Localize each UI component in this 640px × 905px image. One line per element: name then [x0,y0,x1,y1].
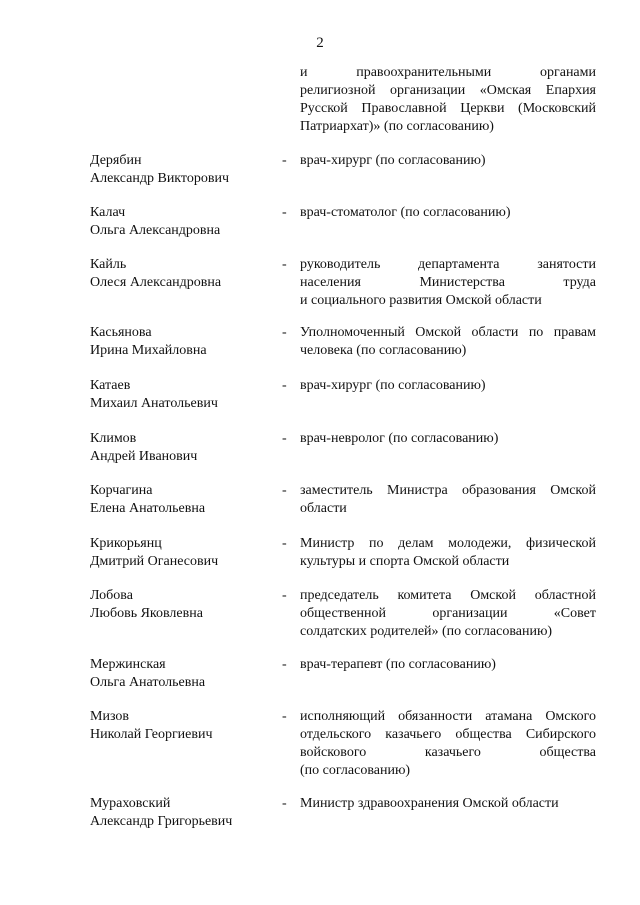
position-line: заместитель Министра образования Омской [300,483,596,498]
separator-dash: - [282,257,287,272]
member-surname: Лобова [90,588,133,603]
member-surname: Калач [90,205,126,220]
member-surname: Мизов [90,709,129,724]
member-name [90,795,280,831]
member-position [300,795,596,813]
member-given-names: Михаил Анатольевич [90,396,218,411]
member-surname: Катаев [90,378,131,393]
member-entry [0,708,640,788]
member-name [90,656,280,692]
separator-dash: - [282,796,287,811]
separator-dash: - [282,153,287,168]
position-line: врач-хирург (по согласованию) [300,378,486,393]
position-line: войскового казачьего общества [300,745,596,760]
member-name [90,708,280,744]
position-line: человека (по согласованию) [300,343,467,358]
position-line: общественной организации «Совет [300,606,596,621]
member-given-names: Николай Георгиевич [90,727,213,742]
member-position [300,430,596,448]
separator-dash: - [282,709,287,724]
member-surname: Касьянова [90,325,152,340]
member-given-names: Александр Григорьевич [90,814,233,829]
position-line: председатель комитета Омской областной [300,588,596,603]
member-position [300,656,596,674]
member-given-names: Александр Викторович [90,171,230,186]
member-position [300,152,596,170]
separator-dash: - [282,483,287,498]
position-line: Министр здравоохранения Омской области [300,796,559,811]
member-given-names: Елена Анатольевна [90,501,206,516]
member-position [300,587,596,641]
position-line: (по согласованию) [300,763,411,778]
member-given-names: Олеся Александровна [90,275,222,290]
member-entry [0,795,640,855]
position-line: Министр по делам молодежи, физической [300,536,596,551]
position-line: врач-стоматолог (по согласованию) [300,205,511,220]
member-position [300,324,596,360]
continued-line: религиозной организации «Омская Епархия [300,83,596,98]
member-surname: Крикорьянц [90,536,162,551]
continued-line: Патриархат)» (по согласованию) [300,119,494,134]
position-line: врач-невролог (по согласованию) [300,431,499,446]
member-name [90,152,280,188]
member-entry [0,256,640,316]
member-given-names: Ольга Анатольевна [90,675,206,690]
position-line: культуры и спорта Омской области [300,554,510,569]
member-given-names: Дмитрий Оганесович [90,554,219,569]
position-line: руководитель департамента занятости [300,257,596,272]
member-given-names: Андрей Иванович [90,449,198,464]
member-name [90,482,280,518]
member-entry [0,204,640,264]
member-given-names: Любовь Яковлевна [90,606,203,621]
member-entry [0,430,640,490]
member-entry [0,377,640,437]
continued-position-text [300,64,596,136]
member-entry [0,152,640,212]
separator-dash: - [282,378,287,393]
member-name [90,324,280,360]
continued-line: Русской Православной Церкви (Московский [300,101,596,116]
separator-dash: - [282,205,287,220]
member-surname: Мержинская [90,657,166,672]
separator-dash: - [282,325,287,340]
position-line: отдельского казачьего общества Сибирского [300,727,596,742]
member-name [90,204,280,240]
member-entry [0,656,640,716]
member-entry [0,482,640,542]
member-surname: Кайль [90,257,127,272]
member-position [300,708,596,780]
member-surname: Корчагина [90,483,153,498]
member-given-names: Ольга Александровна [90,223,221,238]
member-name [90,587,280,623]
member-position [300,535,596,571]
member-name [90,430,280,466]
separator-dash: - [282,588,287,603]
member-position [300,377,596,395]
continued-line: и правоохранительными органами [300,65,596,80]
member-position [300,256,596,310]
separator-dash: - [282,536,287,551]
position-line: и социального развития Омской области [300,293,542,308]
separator-dash: - [282,431,287,446]
separator-dash: - [282,657,287,672]
member-entry [0,535,640,595]
member-entry [0,587,640,647]
member-position [300,204,596,222]
position-line: врач-хирург (по согласованию) [300,153,486,168]
position-line: врач-терапевт (по согласованию) [300,657,496,672]
position-line: населения Министерства труда [300,275,596,290]
member-surname: Климов [90,431,137,446]
member-entry [0,324,640,384]
member-surname: Дерябин [90,153,142,168]
position-line: исполняющий обязанности атамана Омского [300,709,596,724]
member-surname: Мураховский [90,796,171,811]
page-number: 2 [316,35,324,51]
position-line: Уполномоченный Омской области по правам [300,325,596,340]
position-line: области [300,501,347,516]
member-name [90,256,280,292]
position-line: солдатских родителей» (по согласованию) [300,624,553,639]
member-name [90,535,280,571]
member-name [90,377,280,413]
member-position [300,482,596,518]
member-given-names: Ирина Михайловна [90,343,207,358]
